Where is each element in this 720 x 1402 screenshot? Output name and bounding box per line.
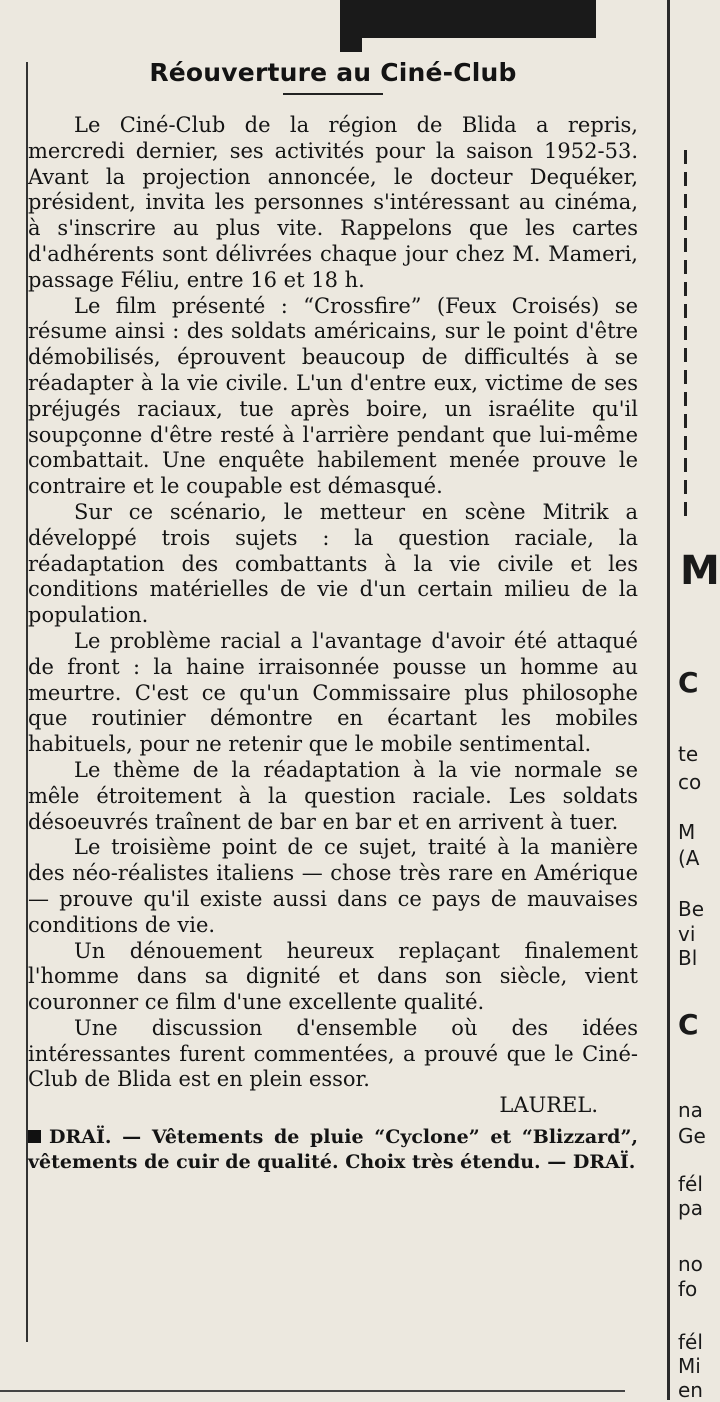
fragment-text: M — [680, 548, 720, 594]
fragment-text: fél — [678, 1330, 703, 1354]
article-paragraph: Le film présenté : “Crossfire” (Feux Croisés) se résume ainsi : des soldats américains, sur le point d'être démobilisés, éprouvent beaucoup de difficultés à se réadapter à la vie civile. L'un d'entre eux, victime de ses préjugés raciaux, tue après boire, un israélite qu'il soupçonne d'être resté à l'arrière pendant que lui-même combattait. Une enquête habilement menée prouve le contraire et le coupable est démasqué. — [28, 293, 638, 499]
fragment-text: vi — [678, 922, 696, 946]
article-paragraph: Le Ciné-Club de la région de Blida a repris, mercredi dernier, ses activités pour la saison 1952-53. Avant la projection annoncée, le docteur Dequéker, président, invita les personnes s'intéressant au cinéma, à s'inscrire au plus vite. Rappelons que les cartes d'adhérents sont délivrées chaque jour chez M. Mameri, passage Féliu, entre 16 et 18 h. — [28, 113, 638, 292]
article-paragraph: Sur ce scénario, le metteur en scène Mitrik a développé trois sujets : la question raciale, la réadaptation des combattants à la vie civile et les conditions matérielles de vie d'un certain milieu de la population. — [28, 499, 638, 628]
fragment-text: C — [678, 666, 699, 699]
fragment-text: fo — [678, 1277, 698, 1301]
advertisement-text: DRAÏ. — Vêtements de pluie “Cyclone” et “Blizzard”, vêtements de cuir de qualité. Choix très étendu. — DRAÏ. — [28, 1126, 638, 1174]
article-paragraph: Le thème de la réadaptation à la vie normale se mêle étroitement à la question raciale. Les soldats désoeuvrés traînent de bar en bar et en arrivent à tuer. — [28, 757, 638, 834]
fragment-text: te — [678, 742, 699, 766]
article-signature: LAUREL. — [499, 1093, 598, 1118]
article-paragraph: Le problème racial a l'avantage d'avoir été attaqué de front : la haine irraisonnée pousse un homme au meurtre. C'est ce qu'un Commissaire plus philosophe que routinier démontre en écartant les mobiles habituels, pour ne retenir que le mobile sentimental. — [28, 628, 638, 757]
fragment-text: pa — [678, 1196, 703, 1220]
fragment-text: Ge — [678, 1124, 706, 1148]
fragment-text: no — [678, 1252, 703, 1276]
bottom-rule — [0, 1390, 625, 1392]
fragment-text: C — [678, 1008, 699, 1041]
header-black-bar — [340, 0, 596, 38]
fragment-text: co — [678, 770, 702, 794]
article-paragraph: Un dénouement heureux replaçant finalement l'homme dans sa dignité et dans son siècle, vient couronner ce film d'une excellente qualité. — [28, 938, 638, 1015]
advertisement — [28, 1125, 638, 1175]
fragment-text: Be — [678, 897, 705, 921]
article-title: Réouverture au Ciné-Club — [149, 58, 517, 87]
fragment-text: Bl — [678, 946, 698, 970]
article — [28, 58, 638, 1175]
fragment-text: (A — [678, 846, 700, 870]
right-column-fragment — [670, 0, 720, 1402]
fragment-text: M — [678, 820, 696, 844]
header-black-bar-stub — [340, 0, 362, 52]
fragment-text: na — [678, 1098, 703, 1122]
bullet-square-icon — [28, 1130, 41, 1143]
fragment-text: fél — [678, 1172, 703, 1196]
article-paragraph: Une discussion d'ensemble où des idées intéressantes furent commentées, a prouvé que le Ciné-Club de Blida est en plein essor. — [28, 1015, 638, 1092]
article-paragraph: Le troisième point de ce sujet, traité à la manière des néo-réalistes italiens — chose très rare en Amérique — prouve qu'il existe aussi dans ce pays de mauvaises conditions de vie. — [28, 835, 638, 937]
fragment-text: Mi — [678, 1354, 701, 1378]
fragment-text: en — [678, 1378, 703, 1402]
title-underline — [283, 93, 383, 95]
